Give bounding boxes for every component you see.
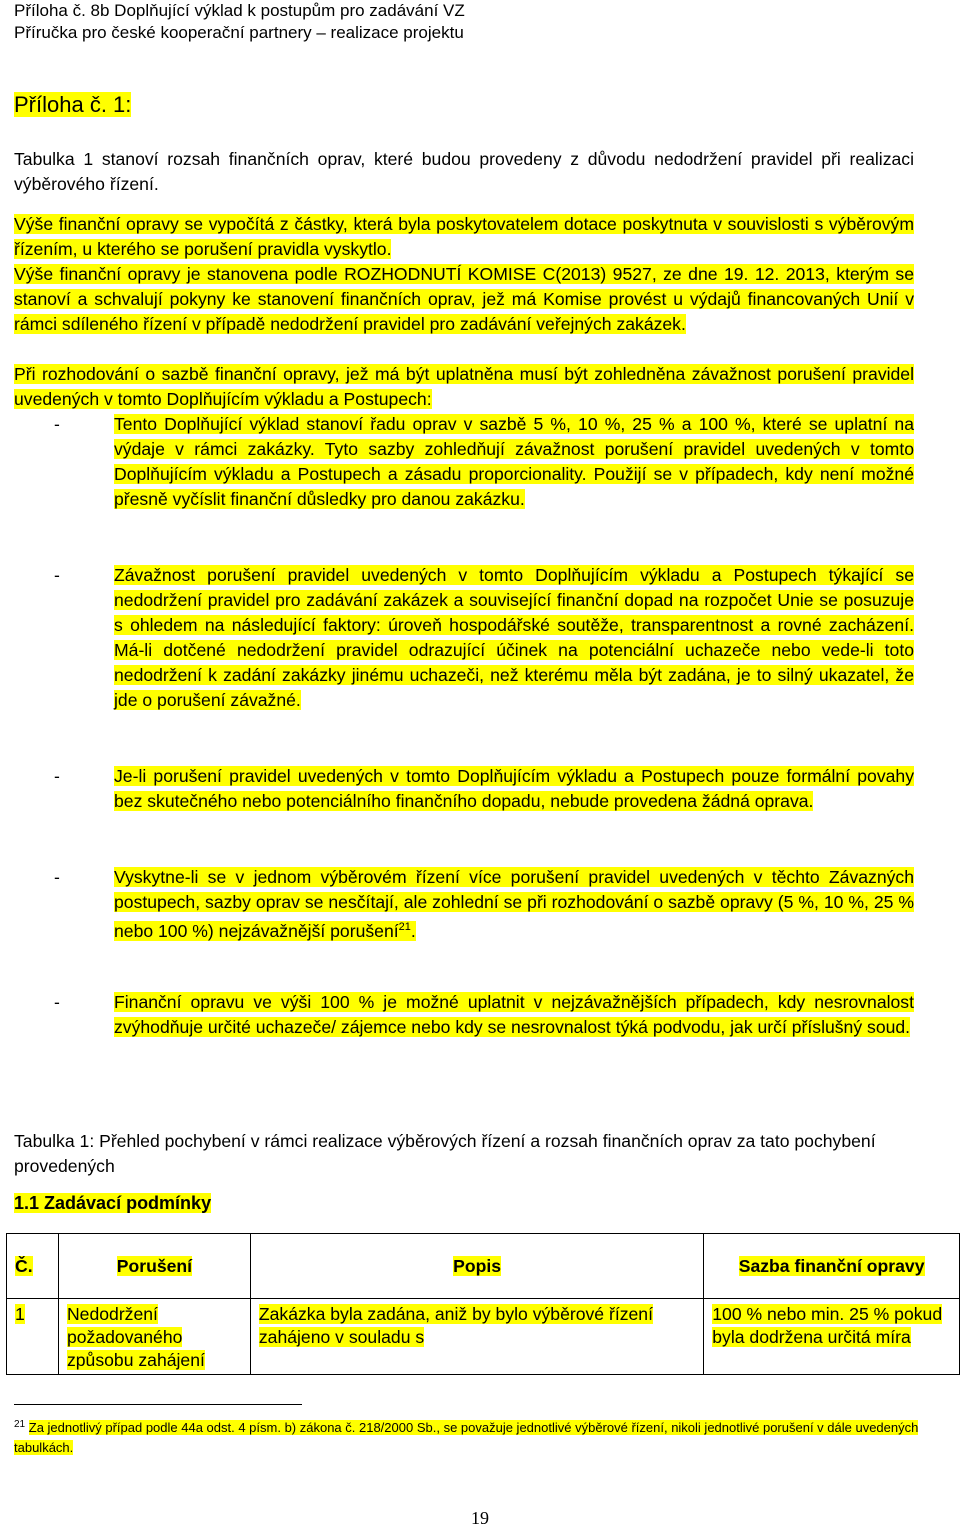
section-heading [14, 1193, 211, 1214]
page-number: 19 [471, 1508, 489, 1528]
page-title [14, 92, 131, 118]
intro-paragraph [14, 147, 914, 197]
bullet-4-text: Vyskytne-li se v jednom výběrovém řízení více porušení pravidel uvedených v těchto Závazných postupech, sazby oprav se nesčítají, ale zohlední se při rozhodování o sazbě opravy (5 %, 10 %, 25 % nebo 100 %) nejzávažnější porušení [114, 867, 914, 941]
header-violation-text: Porušení [116, 1255, 193, 1276]
paragraph-2-text: Výše finanční opravy je stanovena podle ROZHODNUTÍ KOMISE C(2013) 9527, ze dne 19. 12. 2013, kterým se stanoví a schvalují pokyny ke stanovení finančních oprav, jež má Komise provést u výdajů financovaných Unií v rámci sdíleného řízení v případě nedodržení pravidel pro zadávání veřejných zakázek. [14, 264, 914, 334]
bullet-dash: - [54, 867, 60, 887]
header-cell-violation [58, 1234, 250, 1299]
running-header [14, 0, 465, 44]
bullet-1-text: Tento Doplňující výklad stanoví řadu oprav v sazbě 5 %, 10 %, 25 % a 100 %, které se uplatní na výdaje v rámci zakázky. Tyto sazby zohledňují závažnost porušení pravidel uvedených v tomto Doplňujícím výkladu a Postupech a zásadu proporcionality. Použijí se v případech, kdy není možné přesně vyčíslit finanční důsledky pro danou zakázku. [114, 414, 914, 509]
cell-rate-text: 100 % nebo min. 25 % pokud byla dodržena určitá míra [712, 1304, 943, 1347]
cell-num [7, 1299, 59, 1375]
header-description-text: Popis [453, 1255, 501, 1276]
paragraph-2 [14, 262, 914, 337]
table-row [7, 1299, 960, 1375]
bullet-dash: - [54, 766, 60, 786]
header-cell-description [250, 1234, 703, 1299]
table-caption: Tabulka 1: Přehled pochybení v rámci realizace výběrových řízení a rozsah finančních oprav za tato pochybení provedených [14, 1131, 876, 1176]
header-line-2: Příručka pro české kooperační partnery – realizace projektu [14, 23, 464, 42]
paragraph-1-text: Výše finanční opravy se vypočítá z částky, která byla poskytovatelem dotace poskytnuta v souvislosti s výběrovým řízením, u kterého se porušení pravidla vyskytlo. [14, 214, 914, 259]
cell-violation [58, 1299, 250, 1375]
header-rate-text: Sazba finanční opravy [738, 1255, 925, 1276]
section-heading-text: 1.1 Zadávací podmínky [14, 1193, 212, 1213]
page-title-text: Příloha č. 1: [14, 92, 132, 117]
footnote [14, 1415, 934, 1458]
bullet-5-text: Finanční opravu ve výši 100 % je možné uplatnit v nejzávažnějších případech, kdy nesrovnalost zvýhodňuje určité uchazeče/ zájemce nebo kdy se nesrovnalost týká podvodu, jak určí příslušný soud. [114, 992, 914, 1037]
footnote-ref[interactable]: 21 [398, 921, 411, 933]
bullet-dash: - [54, 992, 60, 1012]
paragraph-1 [14, 212, 914, 262]
footnote-text: Za jednotlivý případ podle 44a odst. 4 písm. b) zákona č. 218/2000 Sb., se považuje jednotlivé výběrové řízení, nikoli jednotlivé porušení v dále uvedených tabulkách. [14, 1420, 919, 1456]
paragraph-3-text: Při rozhodování o sazbě finanční opravy, jež má být uplatněna musí být zohledněna závažnost porušení pravidel uvedených v tomto Doplňujícím výkladu a Postupech: [14, 364, 914, 409]
intro-text: Tabulka 1 stanoví rozsah finančních oprav, které budou provedeny z důvodu nedodržení pravidel při realizaci výběrového řízení. [14, 149, 914, 194]
cell-rate [704, 1299, 960, 1375]
cell-num-text: 1 [15, 1304, 25, 1324]
cell-description [250, 1299, 703, 1375]
header-line-1: Příloha č. 8b Doplňující výklad k postupům pro zadávání VZ [14, 1, 465, 20]
header-cell-rate [704, 1234, 960, 1299]
header-cell-num [7, 1234, 59, 1299]
bullet-3-text: Je-li porušení pravidel uvedených v tomto Doplňujícím výkladu a Postupech pouze formální povahy bez skutečného nebo potenciálního finančního dopadu, nebude provedena žádná oprava. [114, 766, 914, 811]
bullet-dash: - [54, 414, 60, 434]
cell-description-text: Zakázka byla zadána, aniž by bylo výběrové řízení zahájeno v souladu s [258, 1304, 653, 1347]
footnote-number: 21 [14, 1419, 26, 1430]
table-header-row [7, 1234, 960, 1299]
bullet-4-end: . [410, 920, 416, 941]
bullet-dash: - [54, 565, 60, 585]
paragraph-3 [14, 362, 914, 412]
header-num-text: Č. [15, 1255, 33, 1276]
cell-violation-text: Nedodržení požadovaného způsobu zahájení [66, 1304, 205, 1370]
bullet-2-text: Závažnost porušení pravidel uvedených v tomto Doplňujícím výkladu a Postupech týkající se nedodržení pravidel pro zadávání zakázek a související finanční dopad na rozpočet Unie se posuzuje s ohledem na následující faktory: úroveň hospodářské soutěže, transparentnost a rovné zacházení. Má-li dotčené nedodržení pravidel odrazující účinek na potenciální uchazeče nebo vede-li toto nedodržení k zadání zakázky jinému uchazeči, než kterému měla být zadána, je to silný ukazatel, že jde o porušení závažné. [114, 565, 914, 710]
footnote-separator [14, 1404, 302, 1405]
corrections-table [6, 1233, 960, 1375]
